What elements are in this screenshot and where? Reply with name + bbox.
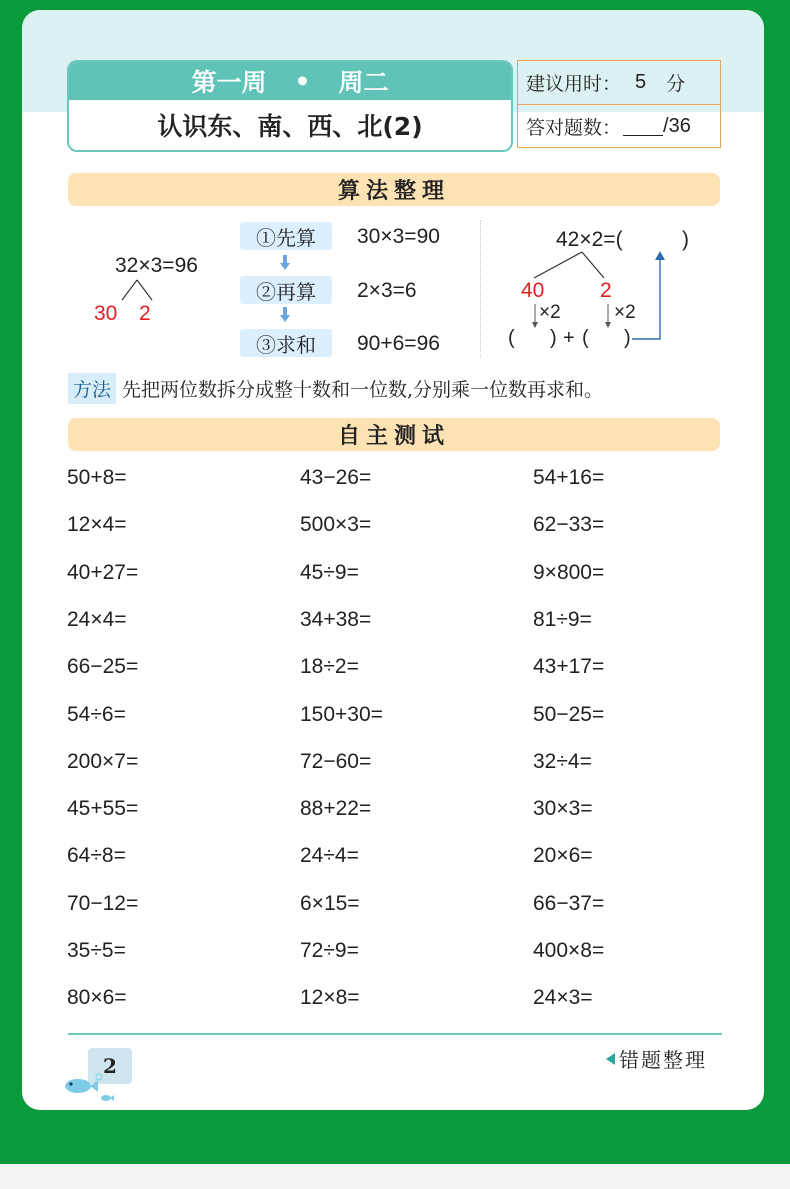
problem: 20×6= [533,844,593,867]
footer-divider [68,1033,722,1035]
step-2-calc: 2×3=6 [357,279,417,302]
problem: 66−37= [533,892,605,915]
method-note [68,373,728,404]
down-arrow-icon [280,307,290,323]
sum-open-paren-2: ( [582,327,589,349]
correct-count-total: /36 [663,114,691,137]
sum-close-paren-1: ) [550,327,557,349]
week-label: 第一周 [191,68,267,97]
problem: 80×6= [67,986,127,1009]
triangle-left-icon [606,1053,615,1065]
review-link[interactable] [606,1044,707,1073]
correct-count-label: 答对题数： [526,116,622,139]
section-banner-test: 自主测试 [68,418,720,451]
problem: 70−12= [67,892,139,915]
example1-equation: 32×3=96 [115,254,198,277]
example2-mult-right: ×2 [614,302,636,323]
week-day-header [69,62,511,100]
suggested-time-label: 建议用时： [526,73,622,95]
problem: 72÷9= [300,939,359,962]
problem: 45+55= [67,797,139,820]
sum-plus: + [563,327,575,349]
problem: 62−33= [533,513,605,536]
problem: 6×15= [300,892,360,915]
problem: 81÷9= [533,608,592,631]
problem: 24÷4= [300,844,359,867]
worksheet-card [22,10,764,1110]
method-text: 先把两位数拆分成整十数和一位数,分别乘一位数再求和。 [122,379,604,401]
day-label: 周二 [338,68,389,97]
problem: 40+27= [67,561,139,584]
info-box [517,60,721,148]
example2-equation: 42×2=( [556,228,623,251]
suggested-time-row [518,61,720,104]
problem: 45÷9= [300,561,359,584]
suggested-time-value: 5 [635,71,647,93]
step-1-label: ①先算 [240,222,332,250]
problem: 43+17= [533,655,605,678]
problem: 30×3= [533,797,593,820]
step-2-label: ②再算 [240,276,332,304]
example1-split-tens: 30 [94,302,118,325]
down-arrow-icon [280,255,290,271]
review-link-label: 错题整理 [619,1048,707,1072]
separator-dot: • [294,66,311,96]
problem: 150+30= [300,703,383,726]
example2-split-tens: 40 [521,279,545,302]
problem: 43−26= [300,466,372,489]
problem: 500×3= [300,513,372,536]
problem: 24×4= [67,608,127,631]
problem: 18÷2= [300,655,359,678]
example2-split-ones: 2 [600,279,612,302]
problem: 32÷4= [533,750,592,773]
problem: 200×7= [67,750,139,773]
problem: 9×800= [533,561,605,584]
page-number: 2 [88,1048,132,1084]
sum-close-paren-2: ) [624,327,631,349]
lesson-title: 认识东、南、西、北(2) [157,112,423,141]
example2-close-paren: ) [682,228,689,251]
step-3-calc: 90+6=96 [357,332,440,355]
problem: 54÷6= [67,703,126,726]
step-1-calc: 30×3=90 [357,225,440,248]
problem: 50−25= [533,703,605,726]
example2-mult-left: ×2 [539,302,561,323]
problem: 400×8= [533,939,605,962]
example1-split-ones: 2 [139,302,151,325]
examples-divider [480,220,481,358]
section-banner-algorithm: 算法整理 [68,173,720,206]
problem: 50+8= [67,466,127,489]
lesson-title-box [67,60,513,152]
problem: 66−25= [67,655,139,678]
suggested-time-unit: 分 [666,73,686,95]
fish-icon [62,1072,124,1104]
problem: 12×8= [300,986,360,1009]
problem: 35÷5= [67,939,126,962]
correct-count-blank[interactable] [623,117,663,136]
problem: 24×3= [533,986,593,1009]
problem: 88+22= [300,797,372,820]
problem: 54+16= [533,466,605,489]
correct-count-row [518,104,720,147]
sum-open-paren-1: ( [508,327,515,349]
problem: 72−60= [300,750,372,773]
problem: 34+38= [300,608,372,631]
example2-diagram-lines [522,248,702,348]
method-tag: 方法 [68,373,116,404]
problem: 64÷8= [67,844,126,867]
problem: 12×4= [67,513,127,536]
step-3-label: ③求和 [240,329,332,357]
